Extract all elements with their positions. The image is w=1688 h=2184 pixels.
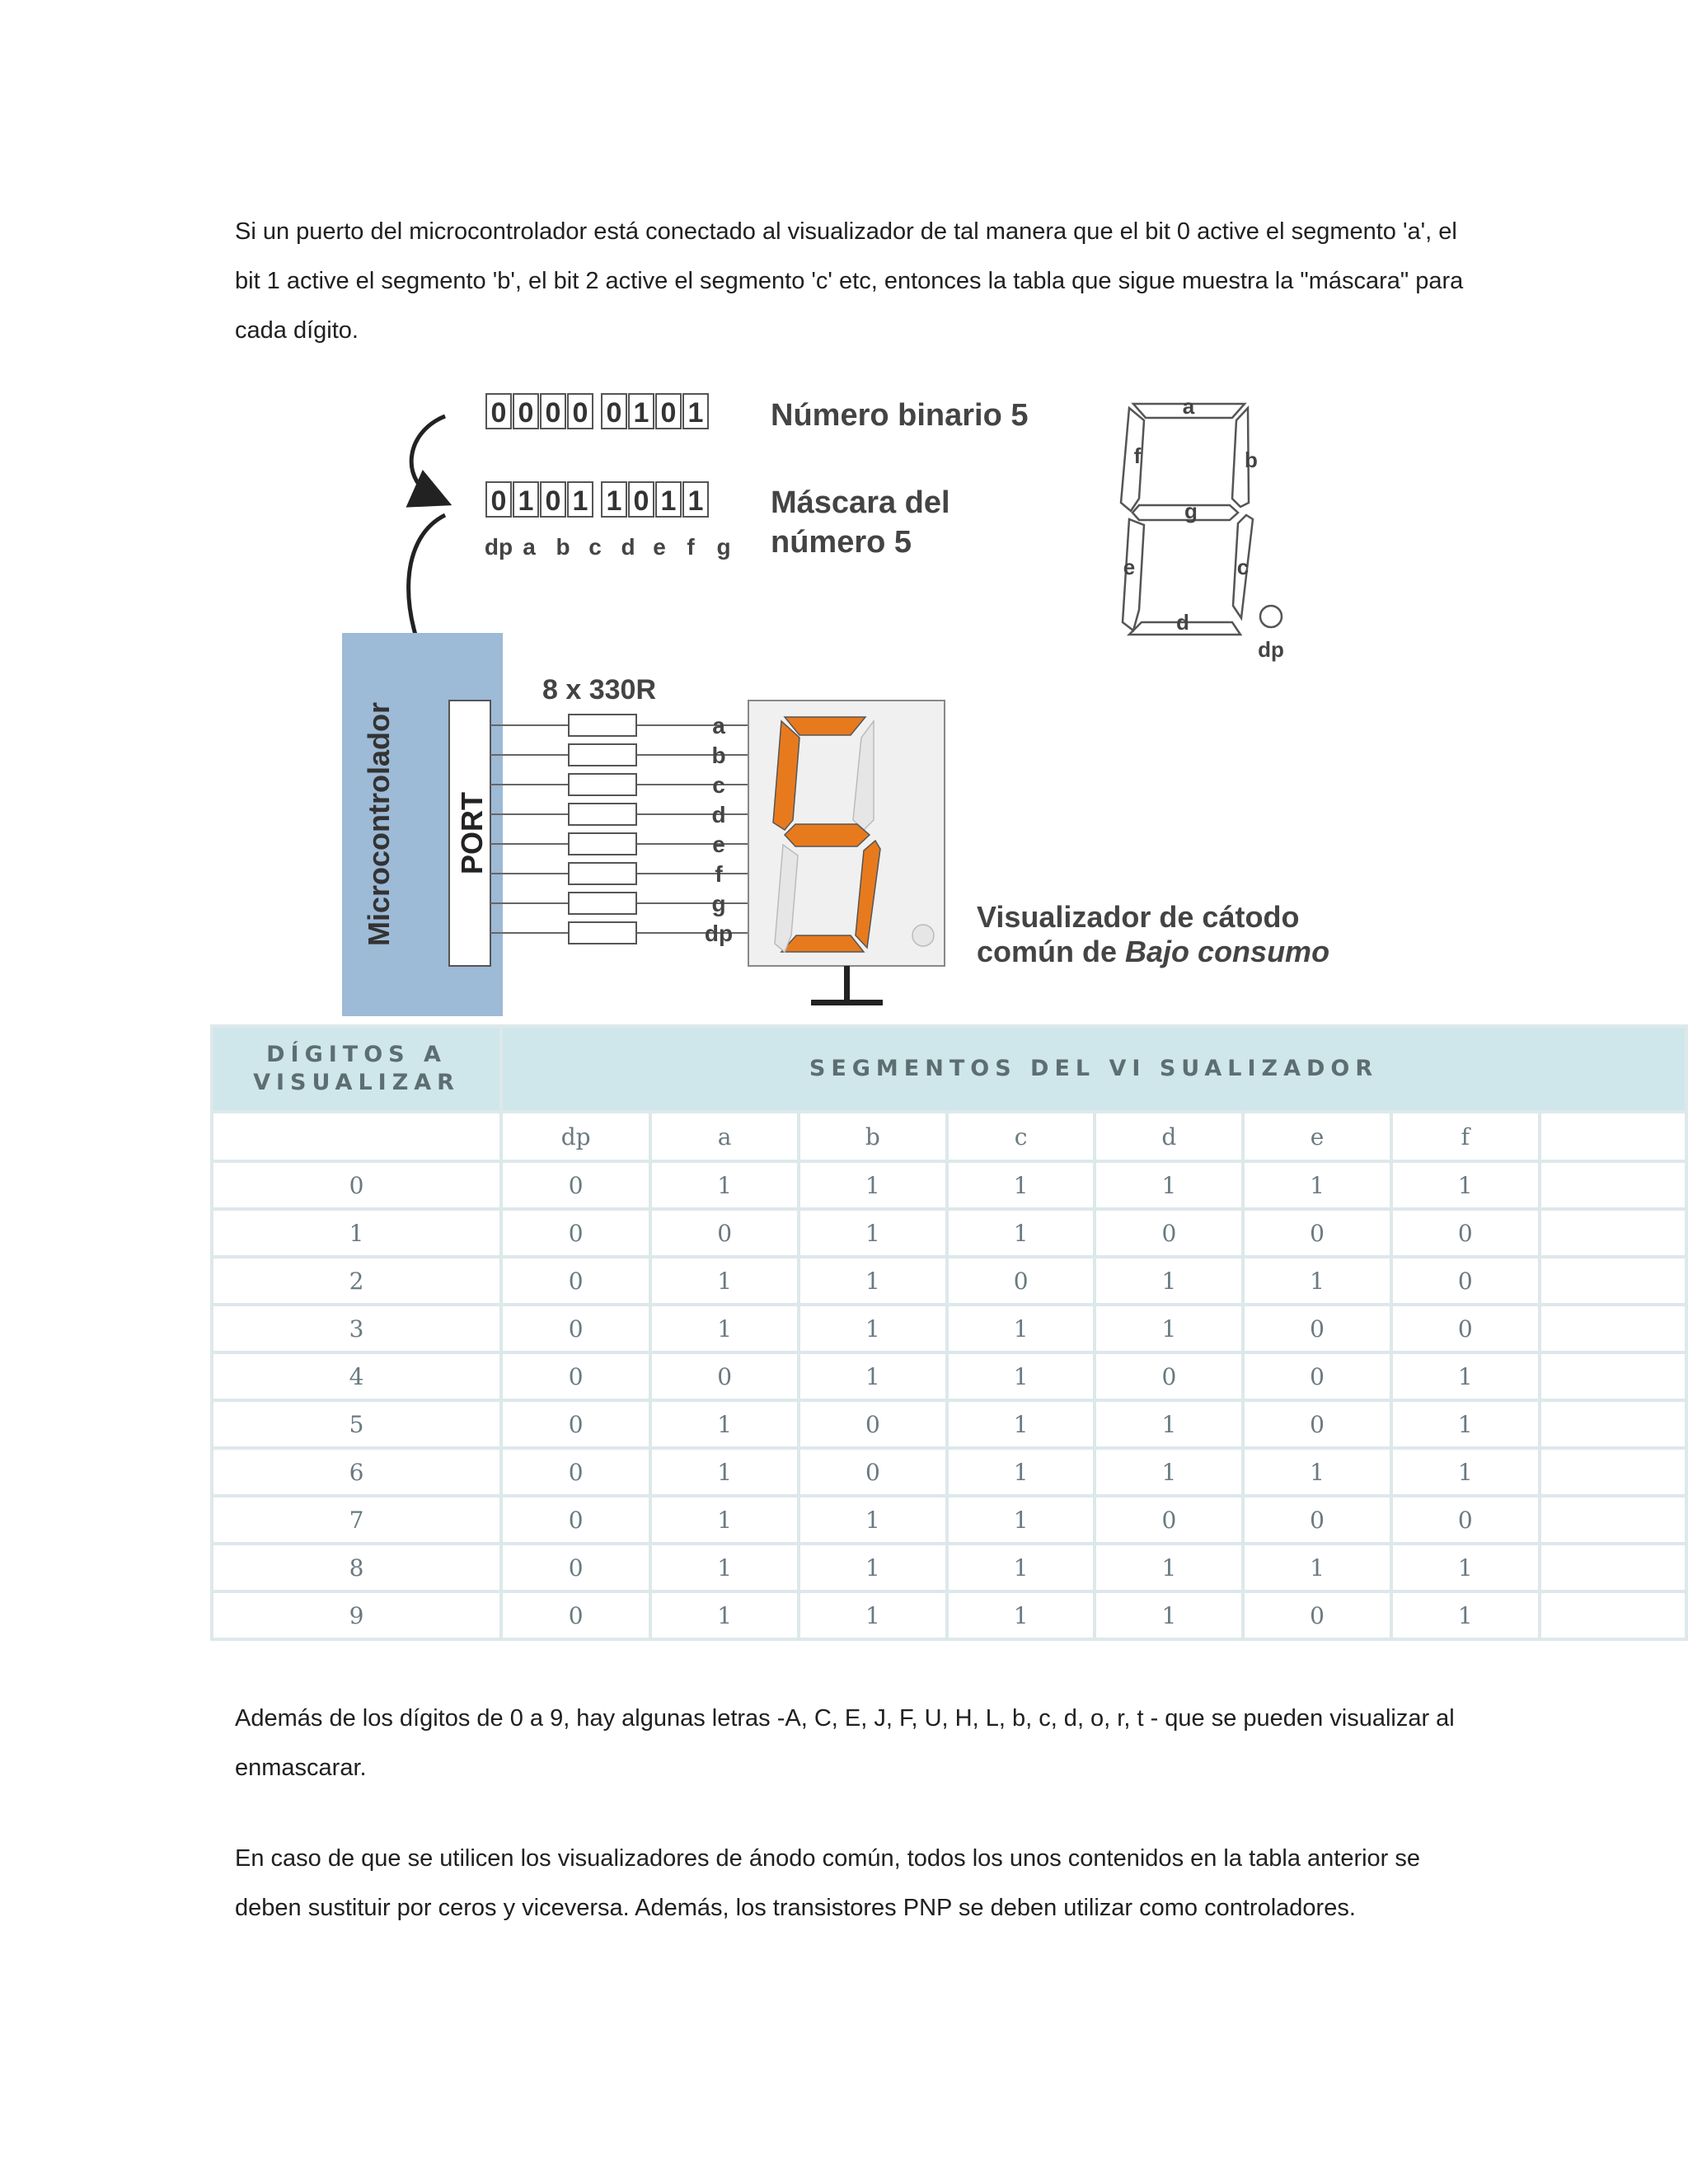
- segment-value-cell: 1: [652, 1402, 797, 1446]
- line-name-5: f: [715, 861, 723, 887]
- intro-paragraph: Si un puerto del microcontrolador está conectado al visualizador de tal manera que el bit 0 active el segmento 'a', el bit 1 active el segmento 'b', el bit 2 active el segmento 'c' etc, entonces la tabla que sigue muestra la "máscara" para cada dígito.: [235, 218, 1464, 344]
- digit-cell: 9: [213, 1593, 499, 1638]
- segment-value-cell: 0: [1245, 1593, 1390, 1638]
- port-label: PORT: [455, 791, 489, 875]
- segment-value-cell: 0: [1393, 1497, 1538, 1542]
- display-label-line2: común de Bajo consumo: [977, 935, 1330, 968]
- table-row: [213, 1211, 1685, 1255]
- ref-label-g: g: [1184, 499, 1198, 523]
- segment-value-cell: 0: [1393, 1211, 1538, 1255]
- table-row: [213, 1593, 1685, 1638]
- mask-label-line2: número 5: [771, 525, 912, 560]
- segment-value-cell: 1: [652, 1497, 797, 1542]
- letters-paragraph: Además de los dígitos de 0 a 9, hay algunas letras -A, C, E, J, F, U, H, L, b, c, d, o, r, t - que se pueden visualizar al enmascarar.: [235, 1705, 1455, 1781]
- table-row: [213, 1306, 1685, 1351]
- digit-cell: 1: [213, 1211, 499, 1255]
- resistor-4: [569, 833, 636, 855]
- column-name: dp: [503, 1113, 649, 1160]
- segment-value-cell: 1: [1096, 1306, 1241, 1351]
- digit-cell: 3: [213, 1306, 499, 1351]
- segment-value-cell: 1: [1393, 1402, 1538, 1446]
- segment-value-cell: 0: [800, 1450, 945, 1494]
- mask-bit-4: 1: [606, 485, 622, 517]
- ref-label-a: a: [1182, 394, 1195, 419]
- ref-label-e: e: [1123, 555, 1136, 579]
- column-name: c: [949, 1113, 1094, 1160]
- ref-label-b: b: [1245, 448, 1258, 472]
- segment-value-cell: 0: [503, 1593, 649, 1638]
- binary-bit-2: 0: [545, 397, 561, 429]
- display-stand-base: [811, 1000, 883, 1005]
- resistor-0: [569, 715, 636, 736]
- binary-bit-1: 0: [518, 397, 534, 429]
- segment-value-cell: 1: [1245, 1163, 1390, 1207]
- segment-value-cell: 1: [949, 1163, 1094, 1207]
- segment-value-cell: 0: [1096, 1211, 1241, 1255]
- cut-off-cell: [1541, 1113, 1685, 1160]
- digit-cell: 0: [213, 1163, 499, 1207]
- segment-value-cell: 1: [949, 1354, 1094, 1399]
- bit-name-labels: [485, 534, 731, 560]
- segment-value-cell: 1: [800, 1163, 945, 1207]
- segment-value-cell: 0: [503, 1354, 649, 1399]
- table-row: [213, 1450, 1685, 1494]
- segment-value-cell: 1: [800, 1497, 945, 1542]
- resistor-5: [569, 863, 636, 884]
- column-name: f: [1393, 1113, 1538, 1160]
- display-segment-dp: [912, 925, 934, 946]
- segment-value-cell: 1: [949, 1402, 1094, 1446]
- ref-label-c: c: [1236, 555, 1250, 579]
- binary-bit-4: 0: [606, 397, 622, 429]
- table-row: [213, 1545, 1685, 1590]
- resistor-2: [569, 774, 636, 795]
- segment-value-cell: 1: [800, 1593, 945, 1638]
- display-label-line1: Visualizador de cátodo: [977, 900, 1300, 934]
- segment-table-container: [210, 1024, 1688, 1681]
- segment-value-cell: 0: [503, 1545, 649, 1590]
- segment-value-cell: 1: [800, 1306, 945, 1351]
- segment-reference-diagram: [1121, 404, 1282, 635]
- seven-segment-diagram: [330, 375, 1368, 1026]
- binary-number-label: Número binario 5: [771, 398, 1029, 433]
- line-name-6: g: [711, 891, 726, 916]
- arrow-binary-to-mask: [411, 416, 445, 499]
- segment-value-cell: 1: [1393, 1545, 1538, 1590]
- mask-bit-6: 1: [660, 485, 677, 517]
- segment-value-cell: 0: [1245, 1354, 1390, 1399]
- segment-value-cell: 0: [503, 1211, 649, 1255]
- mask-bit-1: 1: [518, 485, 534, 517]
- mask-label-line1: Máscara del: [771, 485, 950, 520]
- line-name-1: b: [711, 743, 726, 768]
- cut-off-cell: [1541, 1402, 1685, 1446]
- resistor-array: [569, 715, 636, 944]
- bit-name-2: b: [556, 534, 570, 560]
- header-digits: DÍGITOS A VISUALIZAR: [213, 1028, 499, 1110]
- segment-value-cell: 1: [1096, 1593, 1241, 1638]
- segment-value-cell: 1: [949, 1306, 1094, 1351]
- line-name-4: e: [712, 832, 725, 857]
- column-name: d: [1096, 1113, 1241, 1160]
- ref-segment-dp: [1260, 606, 1282, 627]
- digit-cell: 4: [213, 1354, 499, 1399]
- digit-cell: 7: [213, 1497, 499, 1542]
- segment-value-cell: 0: [1096, 1354, 1241, 1399]
- binary-bit-7: 1: [687, 397, 704, 429]
- segment-value-cell: 1: [949, 1450, 1094, 1494]
- cut-off-cell: [1541, 1450, 1685, 1494]
- segment-value-cell: 0: [800, 1402, 945, 1446]
- segment-value-cell: 0: [949, 1258, 1094, 1303]
- segment-value-cell: 0: [503, 1306, 649, 1351]
- cut-off-cell: [1541, 1593, 1685, 1638]
- mask-bit-7: 1: [687, 485, 704, 517]
- segment-value-cell: 0: [503, 1497, 649, 1542]
- segment-value-cell: 1: [1393, 1163, 1538, 1207]
- segment-mask-table: [210, 1024, 1688, 1641]
- cut-off-cell: [1541, 1354, 1685, 1399]
- blank-cell: [213, 1113, 499, 1160]
- segment-value-cell: 1: [800, 1354, 945, 1399]
- cut-off-cell: [1541, 1163, 1685, 1207]
- line-name-labels: [705, 713, 733, 946]
- bit-name-7: g: [716, 534, 731, 560]
- column-name: b: [800, 1113, 945, 1160]
- cut-off-cell: [1541, 1211, 1685, 1255]
- cut-off-cell: [1541, 1306, 1685, 1351]
- segment-value-cell: 1: [800, 1211, 945, 1255]
- line-name-3: d: [711, 802, 726, 827]
- digit-cell: 8: [213, 1545, 499, 1590]
- segment-value-cell: 0: [503, 1163, 649, 1207]
- segment-value-cell: 1: [1096, 1163, 1241, 1207]
- segment-value-cell: 1: [1245, 1450, 1390, 1494]
- binary-bit-3: 0: [572, 397, 588, 429]
- segment-value-cell: 1: [652, 1163, 797, 1207]
- bit-name-5: e: [653, 534, 666, 560]
- segment-value-cell: 1: [1393, 1450, 1538, 1494]
- cut-off-cell: [1541, 1258, 1685, 1303]
- bit-name-1: a: [523, 534, 536, 560]
- binary-bit-0: 0: [490, 397, 507, 429]
- segment-value-cell: 0: [1245, 1306, 1390, 1351]
- ref-label-d: d: [1176, 610, 1189, 635]
- binary-bit-6: 0: [660, 397, 677, 429]
- mask-bit-5: 0: [633, 485, 649, 517]
- resistor-6: [569, 893, 636, 914]
- header-segments: SEGMENTOS DEL VI SUALIZADOR: [503, 1028, 1685, 1110]
- segment-value-cell: 0: [503, 1450, 649, 1494]
- resistor-label: 8 x 330R: [542, 674, 656, 705]
- mask-bit-2: 0: [545, 485, 561, 517]
- microcontroller-label: Microcontrolador: [362, 701, 396, 947]
- segment-value-cell: 0: [1245, 1402, 1390, 1446]
- cut-off-cell: [1541, 1545, 1685, 1590]
- segment-value-cell: 1: [652, 1450, 797, 1494]
- digit-cell: 5: [213, 1402, 499, 1446]
- segment-value-cell: 0: [1393, 1258, 1538, 1303]
- column-name: a: [652, 1113, 797, 1160]
- segment-value-cell: 1: [1096, 1545, 1241, 1590]
- display-segment-a: [785, 717, 865, 735]
- segment-value-cell: 1: [652, 1545, 797, 1590]
- segment-value-cell: 1: [1096, 1258, 1241, 1303]
- display-stand: [844, 966, 850, 1003]
- segment-value-cell: 1: [1393, 1354, 1538, 1399]
- segment-value-cell: 1: [949, 1497, 1094, 1542]
- bit-name-0: dp: [484, 534, 513, 560]
- segment-value-cell: 1: [1096, 1402, 1241, 1446]
- segment-value-cell: 0: [503, 1402, 649, 1446]
- segment-value-cell: 0: [652, 1211, 797, 1255]
- binary-number-bits: [486, 394, 708, 429]
- bit-name-3: c: [588, 534, 602, 560]
- bit-name-6: f: [687, 534, 695, 560]
- segment-value-cell: 0: [503, 1258, 649, 1303]
- display-segment-d: [781, 935, 864, 952]
- bit-name-4: d: [621, 534, 635, 560]
- segment-value-cell: 1: [800, 1545, 945, 1590]
- anode-paragraph: En caso de que se utilicen los visualizadores de ánodo común, todos los unos contenidos en la tabla anterior se deben sustituir por ceros y viceversa. Además, los transistores PNP se deben utilizar como controladores.: [235, 1845, 1421, 1921]
- cut-off-cell: [1541, 1497, 1685, 1542]
- table-row: [213, 1258, 1685, 1303]
- resistor-3: [569, 804, 636, 825]
- line-name-0: a: [712, 713, 725, 738]
- segment-value-cell: 0: [1245, 1497, 1390, 1542]
- ref-label-dp: dp: [1258, 637, 1284, 662]
- display-segment-g: [785, 824, 870, 846]
- segment-value-cell: 1: [949, 1545, 1094, 1590]
- segment-value-cell: 1: [949, 1593, 1094, 1638]
- segment-value-cell: 0: [652, 1354, 797, 1399]
- column-names-row: [213, 1113, 1685, 1160]
- segment-value-cell: 1: [652, 1593, 797, 1638]
- mask-bit-3: 1: [572, 485, 588, 517]
- mask-bits: [486, 482, 708, 517]
- table-row: [213, 1497, 1685, 1542]
- binary-bit-5: 1: [633, 397, 649, 429]
- segment-value-cell: 1: [1096, 1450, 1241, 1494]
- segment-value-cell: 1: [949, 1211, 1094, 1255]
- column-name: e: [1245, 1113, 1390, 1160]
- table-row: [213, 1163, 1685, 1207]
- segment-value-cell: 0: [1245, 1211, 1390, 1255]
- table-row: [213, 1354, 1685, 1399]
- line-name-7: dp: [704, 921, 734, 946]
- segment-value-cell: 1: [1393, 1593, 1538, 1638]
- segment-value-cell: 0: [1393, 1306, 1538, 1351]
- mask-bit-0: 0: [490, 485, 507, 517]
- digit-cell: 6: [213, 1450, 499, 1494]
- digit-cell: 2: [213, 1258, 499, 1303]
- ref-label-f: f: [1133, 443, 1142, 468]
- segment-value-cell: 1: [652, 1258, 797, 1303]
- segment-value-cell: 1: [652, 1306, 797, 1351]
- line-name-2: c: [712, 772, 725, 798]
- segment-value-cell: 1: [800, 1258, 945, 1303]
- resistor-7: [569, 922, 636, 944]
- segment-value-cell: 1: [1245, 1545, 1390, 1590]
- segment-value-cell: 0: [1096, 1497, 1241, 1542]
- table-row: [213, 1402, 1685, 1446]
- resistor-1: [569, 744, 636, 766]
- segment-value-cell: 1: [1245, 1258, 1390, 1303]
